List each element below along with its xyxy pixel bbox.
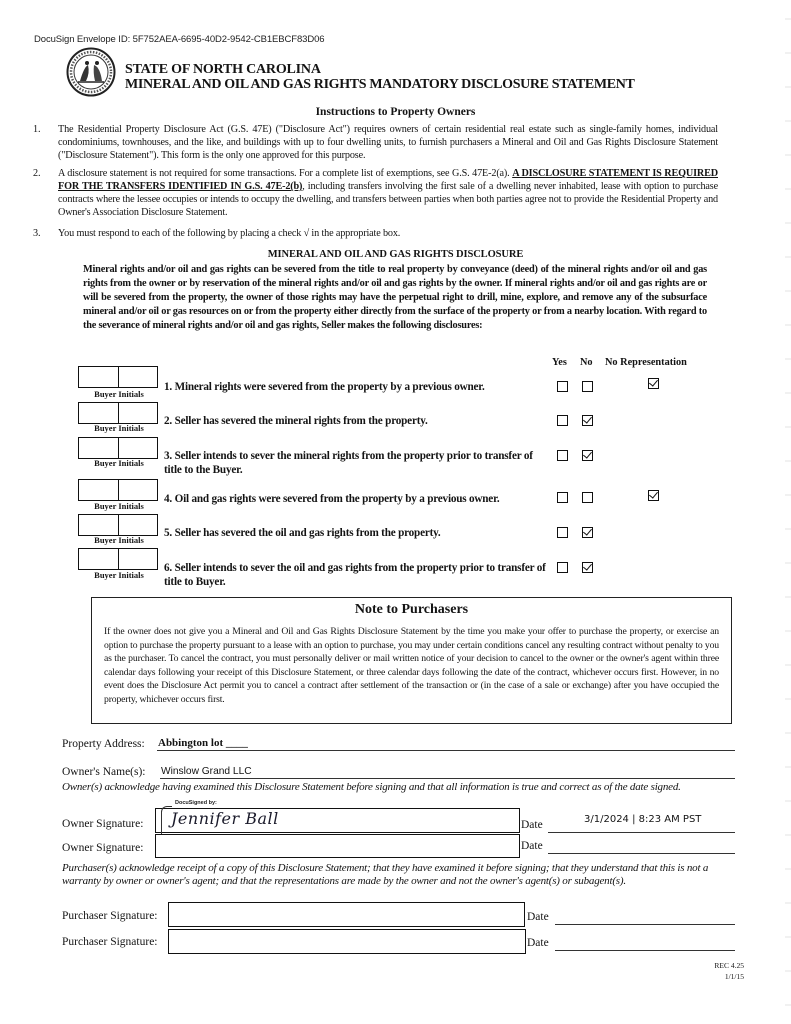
owner-signature-date-label: Date <box>521 819 543 831</box>
buyer-initials-box[interactable] <box>78 514 158 536</box>
yes-checkbox[interactable] <box>557 381 568 392</box>
column-header-yes: Yes <box>552 357 567 368</box>
instruction-required-notice: A DISCLOSURE STATEMENT IS REQUIRED FOR THE TRANSFERS IDENTIFIED IN G.S. 47E-2(b) <box>58 168 718 192</box>
purchaser-signature-label: Purchaser Signature: <box>62 910 158 922</box>
owner-signature-label: Owner Signature: <box>62 818 144 830</box>
owner-acknowledgement: Owner(s) acknowledge having examined this Disclosure Statement before signing and that all information is true and correct as of the date signed. <box>62 781 681 793</box>
docusign-envelope-id: DocuSign Envelope ID: 5F752AEA-6695-40D2-9542-CB1EBCF83D06 <box>34 34 325 45</box>
no-checkbox[interactable] <box>582 492 593 503</box>
owner-signature-2-label: Owner Signature: <box>62 842 144 854</box>
column-header-no: No <box>580 357 593 368</box>
purchaser-signature-date-field[interactable] <box>555 910 735 925</box>
no-representation-checkbox[interactable] <box>648 490 659 501</box>
no-representation-checkbox[interactable] <box>648 378 659 389</box>
instruction-number: 1. <box>33 124 41 135</box>
buyer-initials-label: Buyer Initials <box>94 423 144 433</box>
yes-checkbox[interactable] <box>557 562 568 573</box>
question-text: 2. Seller has severed the mineral rights from the property. <box>164 415 428 427</box>
instruction-text <box>58 167 718 219</box>
yes-checkbox[interactable] <box>557 527 568 538</box>
no-checkbox[interactable] <box>582 527 593 538</box>
question-text: 5. Seller has severed the oil and gas rights from the property. <box>164 527 441 539</box>
owner-names-value: Winslow Grand LLC <box>161 766 252 777</box>
buyer-initials-label: Buyer Initials <box>94 501 144 511</box>
instruction-text: The Residential Property Disclosure Act (G.S. 47E) ("Disclosure Act") requires owners of certain residential real estate such as single-family homes, individual condominiums, townhouses, and the like, and buildings with up to four dwelling units, to furnish purchasers a Mineral and Oil and Gas Rights Disclosure Statement ("Disclosure Statement"). This form is the only one approved for this purpose. <box>58 124 718 161</box>
question-text: 1. Mineral rights were severed from the property by a previous owner. <box>164 381 485 393</box>
question-text: 4. Oil and gas rights were severed from the property by a previous owner. <box>164 493 500 505</box>
instructions-heading: Instructions to Property Owners <box>315 106 476 118</box>
purchaser-signature-date-label: Date <box>527 911 549 923</box>
owner-signature-value: Jennifer Ball <box>171 809 279 828</box>
disclosure-heading: MINERAL AND OIL AND GAS RIGHTS DISCLOSURE <box>267 249 524 260</box>
instruction-text-a: A disclosure statement is not required for some transactions. For a complete list of exemptions, see G.S. 47E-2(a). <box>58 168 513 179</box>
note-title: Note to Purchasers <box>354 602 469 617</box>
owner-signature-date-field[interactable] <box>548 814 735 833</box>
owner-signature-date-value: 3/1/2024 | 8:23 AM PST <box>584 814 702 825</box>
buyer-initials-box[interactable] <box>78 402 158 424</box>
form-date: 1/1/15 <box>724 972 744 981</box>
no-checkbox[interactable] <box>582 381 593 392</box>
property-address-field[interactable] <box>157 736 735 751</box>
docusigned-by-label: DocuSigned by: <box>175 800 217 806</box>
no-checkbox[interactable] <box>582 562 593 573</box>
question-text: 6. Seller intends to sever the oil and gas rights from the property prior to transfer of title to Buyer. <box>164 562 546 588</box>
property-address-value: Abbington lot ____ <box>158 737 248 749</box>
instruction-text-b: , including transfers involving the first sale of a dwelling never inhabited, lease with option to purchase contracts where the lessee occupies or intends to occupy the dwelling, and transfers between parties when both parties agree not to provide the Residential Property and Owner's Association Disclosure Statement. <box>58 181 718 218</box>
no-checkbox[interactable] <box>582 415 593 426</box>
instruction-text: You must respond to each of the following by placing a check √ in the appropriate box. <box>58 228 401 239</box>
purchaser-signature-2-label: Purchaser Signature: <box>62 936 158 948</box>
buyer-initials-label: Buyer Initials <box>94 570 144 580</box>
page-title-form: MINERAL AND OIL AND GAS RIGHTS MANDATORY DISCLOSURE STATEMENT <box>125 77 635 92</box>
instruction-number: 2. <box>33 168 41 179</box>
property-address-label: Property Address: <box>62 738 145 750</box>
buyer-initials-label: Buyer Initials <box>94 458 144 468</box>
owner-names-label: Owner's Name(s): <box>62 766 146 778</box>
instruction-number: 3. <box>33 228 41 239</box>
nc-state-seal-icon <box>66 47 116 97</box>
owner-signature-2-date-field[interactable] <box>548 839 735 854</box>
purchaser-signature-2-field[interactable] <box>168 929 526 954</box>
question-text: 3. Seller intends to sever the mineral rights from the property prior to transfer of title to the Buyer. <box>164 450 533 476</box>
buyer-initials-label: Buyer Initials <box>94 535 144 545</box>
column-header-no-representation: No Representation <box>605 357 687 368</box>
buyer-initials-label: Buyer Initials <box>94 389 144 399</box>
owner-signature-2-field[interactable] <box>155 834 520 858</box>
purchaser-signature-field[interactable] <box>168 902 525 927</box>
purchaser-signature-2-date-field[interactable] <box>555 936 735 951</box>
owner-signature-2-date-label: Date <box>521 840 543 852</box>
purchaser-signature-2-date-label: Date <box>527 937 549 949</box>
owner-names-field[interactable] <box>160 764 735 779</box>
buyer-initials-box[interactable] <box>78 479 158 501</box>
scan-edge-artifact <box>785 0 791 1024</box>
disclosure-intro: Mineral rights and/or oil and gas rights can be severed from the title to real property by conveyance (deed) of the mineral rights and/or oil and gas rights from the owner or by reservation of the mineral rights and/or oil and gas rights by the owner. If mineral rights and/or oil and gas rights are or will be severed from the property, the owner of those rights may have the perpetual right to drill, mine, explore, and remove any of the subsurface mineral and/or oil or gas resources on or from the property either directly from the surface of the property or from a nearby location. With regard to the severance of mineral rights and/or oil and gas rights, Seller makes the following disclosures: <box>83 264 707 331</box>
purchaser-acknowledgement: Purchaser(s) acknowledge receipt of a copy of this Disclosure Statement; that they have examined it before signing; that they understand that this is not a warranty by owner or owner's agent; and that the representations are made by the owner and not the owner's agent(s) or subagent(s). <box>62 862 709 887</box>
buyer-initials-box[interactable] <box>78 366 158 388</box>
no-checkbox[interactable] <box>582 450 593 461</box>
yes-checkbox[interactable] <box>557 415 568 426</box>
note-to-purchasers <box>91 597 732 724</box>
note-body: If the owner does not give you a Mineral and Oil and Gas Rights Disclosure Statement by the time you make your offer to purchase the property, or exercise an option to purchase the property pursuant to a lease with an option to purchase, you may under certain conditions cancel any resulting contract without penalty to you as the purchaser. To cancel the contract, you must personally deliver or mail written notice of your decision to cancel to the owner or the owner's agent within three calendar days following your receipt of this Disclosure Statement, or three calendar days following the date of the contract, whichever occurs first. However, in no event does the Disclosure Act permit you to cancel a contract after settlement of the transaction or (in the case of a sale or exchange) after you have occupied the property, whichever occurs first. <box>104 626 719 705</box>
page-title-state: STATE OF NORTH CAROLINA <box>125 62 321 77</box>
yes-checkbox[interactable] <box>557 492 568 503</box>
instructions-list <box>33 123 733 253</box>
yes-checkbox[interactable] <box>557 450 568 461</box>
buyer-initials-box[interactable] <box>78 437 158 459</box>
form-id: REC 4.25 <box>714 961 744 970</box>
buyer-initials-box[interactable] <box>78 548 158 570</box>
